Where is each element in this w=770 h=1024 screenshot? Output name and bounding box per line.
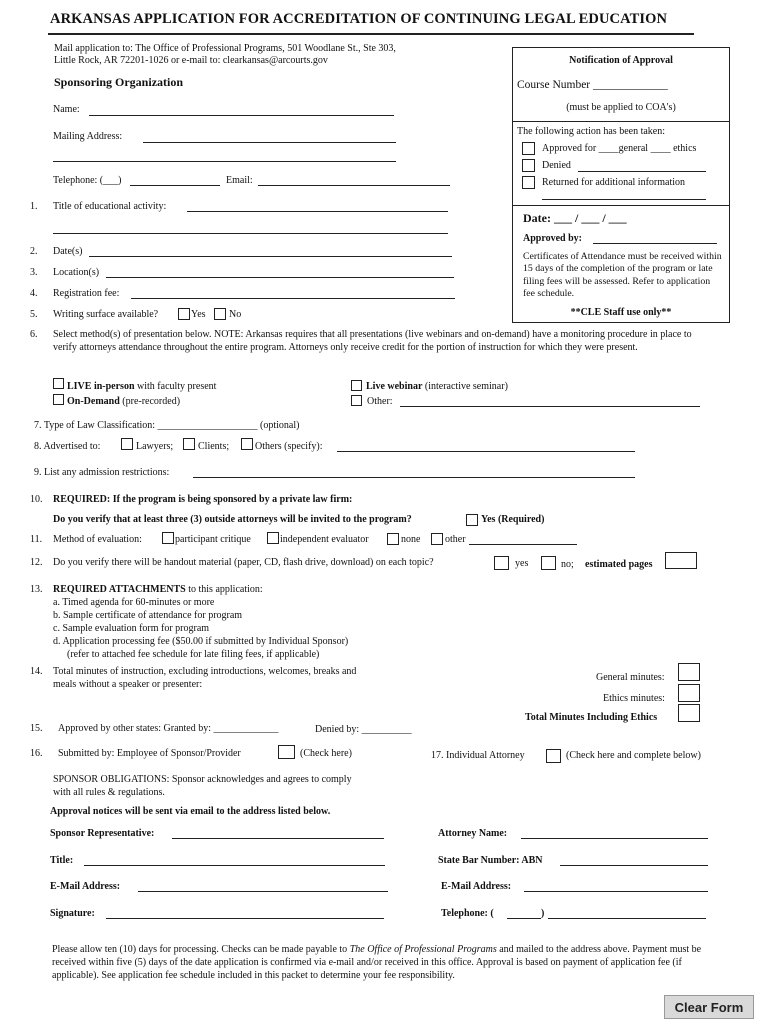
name-field[interactable] — [89, 115, 394, 116]
writing-surface-yes-label: Yes — [191, 309, 206, 320]
mailing-address-label: Mailing Address: — [53, 131, 123, 142]
item-3-label: Location(s) — [53, 267, 100, 278]
sponsor-obligations: SPONSOR OBLIGATIONS: Sponsor acknowledges and agrees to comply — [53, 774, 352, 785]
item-14-label-2: meals without a speaker or presenter: — [53, 679, 203, 690]
general-minutes-label: General minutes: — [596, 672, 665, 683]
clear-form-button[interactable]: Clear Form — [664, 995, 754, 1019]
estimated-pages-field[interactable] — [665, 552, 697, 569]
attachment-b: b. Sample certificate of attendance for program — [53, 610, 243, 621]
mail-instructions-line1: Mail application to: The Office of Professional Programs, 501 Woodlane St., Ste 303, — [54, 43, 396, 54]
on-demand-label: On-Demand (pre-recorded) — [67, 396, 181, 407]
denied-line — [578, 171, 706, 172]
telephone-field[interactable] — [130, 185, 220, 186]
ethics-minutes-label: Ethics minutes: — [603, 693, 665, 704]
item-14-number: 14. — [30, 666, 43, 677]
advertised-others-label: Others (specify): — [255, 441, 323, 452]
item-10-question: Do you verify that at least three (3) outside attorneys will be invited to the program? — [53, 514, 412, 525]
employee-sponsor-checkbox[interactable] — [278, 745, 295, 759]
evaluation-other-field[interactable] — [469, 544, 577, 545]
attachment-d-note: (refer to attached fee schedule for late filing fees, if applicable) — [67, 649, 320, 660]
returned-label: Returned for additional information — [542, 177, 686, 188]
item-5-number: 5. — [30, 309, 38, 320]
telephone-close-paren: ) — [541, 908, 545, 919]
activity-title-field-2[interactable] — [53, 233, 448, 234]
estimated-pages-label: estimated pages — [585, 559, 653, 570]
evaluation-other-checkbox[interactable] — [431, 533, 443, 545]
evaluation-other-label: other — [445, 534, 466, 545]
denied-label: Denied — [542, 160, 571, 171]
advertised-others-field[interactable] — [337, 451, 635, 452]
mail-instructions-line2: Little Rock, AR 72201-1026 or e-mail to: clearkansas@arcourts.gov — [54, 55, 328, 66]
attorney-name-field[interactable] — [521, 838, 708, 839]
other-method-label: Other: — [367, 396, 393, 407]
signature-field[interactable] — [106, 918, 384, 919]
participant-critique-label: participant critique — [175, 534, 251, 545]
item-11-number: 11. — [30, 534, 43, 545]
item-15-denied-label: Denied by: __________ — [315, 724, 412, 735]
item-12-number: 12. — [30, 557, 43, 568]
sponsor-rep-label: Sponsor Representative: — [50, 828, 155, 839]
other-method-checkbox[interactable] — [351, 395, 362, 406]
returned-checkbox[interactable] — [522, 176, 535, 189]
sponsor-rep-field[interactable] — [172, 838, 384, 839]
item-9-label: 9. List any admission restrictions: — [34, 467, 170, 478]
writing-surface-no-checkbox[interactable] — [214, 308, 226, 320]
item-11-label: Method of evaluation: — [53, 534, 142, 545]
email-field[interactable] — [258, 185, 450, 186]
title-field[interactable] — [84, 865, 385, 866]
dates-field[interactable] — [89, 256, 452, 257]
sponsor-email-label: E-Mail Address: — [50, 881, 121, 892]
live-webinar-label: Live webinar (interactive seminar) — [366, 381, 508, 392]
item-15-number: 15. — [30, 723, 43, 734]
title-label: Title: — [50, 855, 74, 866]
staff-only-label: **CLE Staff use only** — [570, 307, 672, 318]
approved-checkbox[interactable] — [522, 142, 535, 155]
attorney-telephone-field[interactable] — [548, 918, 706, 919]
approval-notice: Approval notices will be sent via email to the address listed below. — [50, 806, 331, 817]
approved-label: Approved for ____general ____ ethics — [542, 143, 697, 154]
item-16-check-label: (Check here) — [300, 748, 352, 759]
item-10-heading: REQUIRED: If the program is being sponsored by a private law firm: — [53, 494, 353, 505]
item-15-label: Approved by other states: Granted by: _____________ — [58, 723, 279, 734]
outside-attorneys-yes-checkbox[interactable] — [466, 514, 478, 526]
attorney-email-field[interactable] — [524, 891, 708, 892]
evaluation-none-label: none — [401, 534, 421, 545]
ethics-minutes-field[interactable] — [678, 684, 700, 702]
attorney-name-label: Attorney Name: — [438, 828, 508, 839]
item-13-label: REQUIRED ATTACHMENTS to this application: — [53, 584, 263, 595]
attachment-c: c. Sample evaluation form for program — [53, 623, 210, 634]
other-method-field[interactable] — [400, 406, 700, 407]
sponsor-email-field[interactable] — [138, 891, 388, 892]
handout-yes-label: yes — [515, 558, 529, 569]
item-2-label: Date(s) — [53, 246, 83, 257]
item-10-number: 10. — [30, 494, 43, 505]
item-5-label: Writing surface available? — [53, 309, 159, 320]
form-title: ARKANSAS APPLICATION FOR ACCREDITATION OF CONTINUING LEGAL EDUCATION — [50, 11, 668, 27]
approved-by-field[interactable] — [593, 243, 717, 244]
item-16-label: Submitted by: Employee of Sponsor/Provider — [58, 748, 241, 759]
outside-attorneys-yes-label: Yes (Required) — [481, 514, 545, 525]
attachment-d: d. Application processing fee ($50.00 if submitted by Individual Sponsor) — [53, 636, 349, 647]
item-8-label: 8. Advertised to: — [34, 441, 101, 452]
item-6-text: Select method(s) of presentation below. NOTE: Arkansas requires that all presentations (live webinars and on-demand) have a monitoring procedure in place to verify attorneys attendance throughout the entire program. Attorneys only receive credit for the portion of instruction for which they were present. — [53, 329, 692, 353]
independent-evaluator-label: independent evaluator — [280, 534, 369, 545]
independent-evaluator-checkbox[interactable] — [267, 532, 279, 544]
individual-attorney-checkbox[interactable] — [546, 749, 561, 763]
item-14-label: Total minutes of instruction, excluding introductions, welcomes, breaks and — [53, 666, 357, 677]
course-number: Course Number _____________ — [517, 79, 668, 91]
item-4-number: 4. — [30, 288, 38, 299]
item-17-check-label: (Check here and complete below) — [566, 750, 701, 761]
attorney-telephone-label: Telephone: ( — [441, 908, 494, 919]
item-6-number: 6. — [30, 329, 38, 340]
item-13-number: 13. — [30, 584, 43, 595]
certificates-notice: Certificates of Attendance must be received within 15 days of the completion of the program or late filing fees will be assessed. Refer to application fee schedule. — [523, 251, 722, 299]
mailing-address-field[interactable] — [143, 142, 396, 143]
evaluation-none-checkbox[interactable] — [387, 533, 399, 545]
item-3-number: 3. — [30, 267, 38, 278]
registration-fee-field[interactable] — [131, 298, 455, 299]
participant-critique-checkbox[interactable] — [162, 532, 174, 544]
handout-no-label: no; — [561, 559, 574, 570]
area-code-field[interactable] — [507, 918, 541, 919]
advertised-others-checkbox[interactable] — [241, 438, 253, 450]
telephone-label: Telephone: (___) — [53, 175, 122, 186]
item-2-number: 2. — [30, 246, 38, 257]
total-minutes-field[interactable] — [678, 704, 700, 722]
notification-heading: Notification of Approval — [569, 55, 673, 66]
activity-title-field[interactable] — [187, 211, 448, 212]
processing-notice: Please allow ten (10) days for processing. Checks can be made payable to The Office of Professional Programs and mailed to the address above. Payment must be received within five (5) days of the date application is confirmed via e-mail and/or received in this office. Approval is based on payment of application fee (if applicable). See application fee schedule included in this packet to determine your fee responsibility. — [52, 944, 702, 981]
returned-line — [542, 199, 706, 200]
locations-field[interactable] — [106, 277, 454, 278]
advertised-clients-checkbox[interactable] — [183, 438, 195, 450]
item-17-label: 17. Individual Attorney — [431, 750, 525, 761]
item-16-number: 16. — [30, 748, 43, 759]
live-webinar-checkbox[interactable] — [351, 380, 362, 391]
bar-number-label: State Bar Number: ABN — [438, 855, 543, 866]
on-demand-checkbox[interactable] — [53, 394, 64, 405]
item-1-number: 1. — [30, 201, 38, 212]
writing-surface-no-label: No — [229, 309, 242, 320]
approved-by-label: Approved by: — [523, 233, 582, 244]
approval-date: Date: ___ / ___ / ___ — [523, 211, 627, 225]
signature-label: Signature: — [50, 908, 95, 919]
handout-no-checkbox[interactable] — [541, 556, 556, 570]
sponsor-obligations-2: with all rules & regulations. — [53, 787, 165, 798]
total-minutes-label: Total Minutes Including Ethics — [525, 712, 658, 723]
general-minutes-field[interactable] — [678, 663, 700, 681]
live-in-person-label: LIVE in-person with faculty present — [67, 381, 217, 392]
attorney-email-label: E-Mail Address: — [441, 881, 512, 892]
advertised-clients-label: Clients; — [198, 441, 230, 452]
mailing-address-field-2[interactable] — [53, 161, 396, 162]
item-12-label: Do you verify there will be handout material (paper, CD, flash drive, download) on each topic? — [53, 557, 434, 568]
bar-number-field[interactable] — [560, 865, 708, 866]
item-4-label: Registration fee: — [53, 288, 120, 299]
handout-yes-checkbox[interactable] — [494, 556, 509, 570]
sponsoring-org-heading: Sponsoring Organization — [54, 75, 184, 89]
writing-surface-yes-checkbox[interactable] — [178, 308, 190, 320]
item-1-label: Title of educational activity: — [53, 201, 167, 212]
attachment-a: a. Timed agenda for 60-minutes or more — [53, 597, 215, 608]
denied-checkbox[interactable] — [522, 159, 535, 172]
item-7-label: 7. Type of Law Classification: ____________________ (optional) — [34, 420, 300, 431]
admission-restrictions-field[interactable] — [193, 477, 635, 478]
action-heading: The following action has been taken: — [517, 126, 666, 137]
live-in-person-checkbox[interactable] — [53, 378, 64, 389]
course-number-note: (must be applied to COA's) — [566, 102, 676, 113]
name-label: Name: — [53, 104, 80, 115]
advertised-lawyers-label: Lawyers; — [136, 441, 174, 452]
title-underline — [48, 33, 694, 35]
advertised-lawyers-checkbox[interactable] — [121, 438, 133, 450]
email-label: Email: — [226, 175, 253, 186]
